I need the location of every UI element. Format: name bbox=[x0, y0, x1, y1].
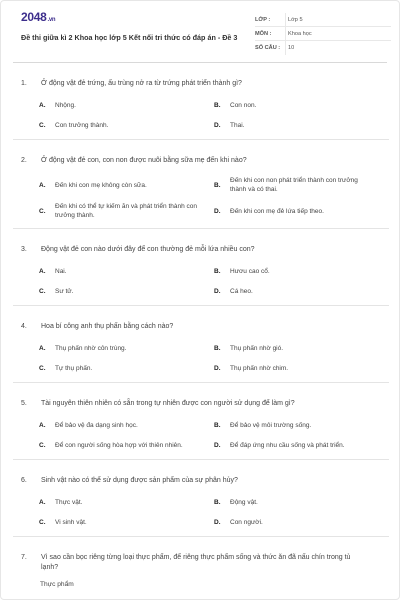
question-line bbox=[13, 314, 389, 332]
question-line bbox=[13, 148, 389, 166]
option-text: Nhộng. bbox=[55, 101, 76, 109]
option-text: Để đáp ứng nhu cầu sống và phát triển. bbox=[230, 441, 345, 449]
question-text: Ở động vật đẻ trứng, ấu trùng nở ra từ trứng phát triển thành gì? bbox=[41, 80, 242, 87]
option-d[interactable] bbox=[214, 439, 389, 451]
option-letter: A. bbox=[39, 101, 46, 109]
meta-value: Khoa học bbox=[285, 27, 391, 40]
question-4 bbox=[13, 314, 389, 383]
option-text: Động vật. bbox=[230, 498, 258, 506]
option-letter: D. bbox=[214, 121, 221, 129]
option-letter: C. bbox=[39, 441, 46, 449]
option-letter: A. bbox=[39, 267, 46, 275]
option-letter: D. bbox=[214, 207, 221, 215]
meta-value: 10 bbox=[285, 41, 391, 55]
option-a[interactable] bbox=[39, 99, 214, 111]
option-text: Thai. bbox=[230, 121, 245, 129]
option-text: Đến khi con mẹ không còn sữa. bbox=[55, 181, 147, 189]
option-letter: B. bbox=[214, 101, 221, 109]
option-grid bbox=[13, 176, 389, 220]
option-text: Đến khi có thể tự kiếm ăn và phát triển thành con trưởng thành. bbox=[55, 203, 198, 219]
option-grid bbox=[13, 496, 389, 528]
question-3 bbox=[13, 237, 389, 306]
option-d[interactable] bbox=[214, 119, 389, 131]
option-a[interactable] bbox=[39, 496, 214, 508]
question-text: Ở động vật đẻ con, con non được nuôi bằng sữa mẹ đến khi nào? bbox=[41, 157, 247, 164]
option-d[interactable] bbox=[214, 285, 389, 297]
question-number: 1. bbox=[21, 80, 27, 87]
meta-label: MÔN : bbox=[255, 30, 272, 37]
option-letter: A. bbox=[39, 181, 46, 189]
option-letter: C. bbox=[39, 121, 46, 129]
option-c[interactable] bbox=[39, 285, 214, 297]
option-grid bbox=[13, 99, 389, 131]
question-number: 2. bbox=[21, 157, 27, 164]
option-c[interactable] bbox=[39, 362, 214, 374]
option-a[interactable] bbox=[39, 176, 214, 194]
meta-row-grade bbox=[255, 13, 391, 27]
option-letter: C. bbox=[39, 364, 46, 372]
option-letter: B. bbox=[214, 344, 221, 352]
option-grid bbox=[13, 342, 389, 374]
question-6 bbox=[13, 468, 389, 537]
option-text: Tự thụ phấn. bbox=[55, 364, 93, 372]
option-b[interactable] bbox=[214, 496, 389, 508]
option-text: Thụ phấn nhờ côn trùng. bbox=[55, 344, 127, 352]
question-line bbox=[13, 237, 389, 255]
option-grid bbox=[13, 265, 389, 297]
question-line bbox=[13, 391, 389, 409]
option-a[interactable] bbox=[39, 265, 214, 277]
option-letter: B. bbox=[214, 181, 221, 189]
option-letter: C. bbox=[39, 518, 46, 526]
option-d[interactable] bbox=[214, 516, 389, 528]
option-a[interactable] bbox=[39, 342, 214, 354]
option-grid bbox=[13, 419, 389, 451]
option-text: Vi sinh vật. bbox=[55, 518, 87, 526]
question-text: Tài nguyên thiên nhiên có sẵn trong tự nhiên được con người sử dụng để làm gì? bbox=[41, 400, 295, 407]
option-text: Nai. bbox=[55, 267, 67, 275]
question-number: 6. bbox=[21, 477, 27, 484]
option-text: Con người. bbox=[230, 518, 263, 526]
option-text: Để bảo vệ đa dạng sinh học. bbox=[55, 421, 138, 429]
question-number: 5. bbox=[21, 400, 27, 407]
question-number: 4. bbox=[21, 323, 27, 330]
question-5 bbox=[13, 391, 389, 460]
option-letter: C. bbox=[39, 287, 46, 295]
option-text: Con trưởng thành. bbox=[55, 121, 109, 129]
meta-label: LỚP : bbox=[255, 16, 271, 23]
option-letter: D. bbox=[214, 441, 221, 449]
option-letter: B. bbox=[214, 498, 221, 506]
question-1 bbox=[13, 71, 389, 140]
option-letter: B. bbox=[214, 267, 221, 275]
meta-row-question-count bbox=[255, 41, 391, 55]
question-line bbox=[13, 71, 389, 89]
option-text: Sư tử. bbox=[55, 287, 74, 295]
meta-row-subject bbox=[255, 27, 391, 41]
page-title: Đề thi giữa kì 2 Khoa học lớp 5 Kết nối tri thức có đáp án - Đề 3 bbox=[21, 33, 238, 42]
worksheet-header bbox=[13, 1, 387, 63]
meta-label: SỐ CÂU : bbox=[255, 45, 281, 51]
option-text: Con non. bbox=[230, 101, 257, 109]
meta-table bbox=[255, 13, 391, 55]
question-text: Động vật đẻ con nào dưới đây để con thường đẻ mỗi lứa nhiều con? bbox=[41, 246, 255, 253]
option-text: Để con người sống hòa hợp với thiên nhiên. bbox=[55, 441, 183, 449]
option-letter: A. bbox=[39, 344, 46, 352]
option-letter: B. bbox=[214, 421, 221, 429]
option-c[interactable] bbox=[39, 119, 214, 131]
question-text: Sinh vật nào có thể sử dụng được sản phẩm của sự phân hủy? bbox=[41, 477, 238, 484]
option-c[interactable] bbox=[39, 202, 214, 220]
option-text: Đến khi con mẹ đẻ lứa tiếp theo. bbox=[230, 207, 324, 215]
option-text: Thực vật. bbox=[55, 498, 83, 506]
option-text: Hươu cao cổ. bbox=[230, 267, 270, 275]
option-letter: C. bbox=[39, 207, 46, 215]
question-line bbox=[13, 545, 389, 573]
question-text: Hoa bí công anh thụ phấn bằng cách nào? bbox=[41, 323, 174, 330]
option-b[interactable] bbox=[214, 99, 389, 111]
option-d[interactable] bbox=[214, 362, 389, 374]
question-number: 3. bbox=[21, 246, 27, 253]
option-text: Thụ phấn nhờ gió. bbox=[230, 344, 284, 352]
option-text: Đến khi con non phát triển thành con trưởng thành và có thai. bbox=[230, 177, 358, 193]
option-letter: D. bbox=[214, 364, 221, 372]
option-text: Cá heo. bbox=[230, 287, 253, 295]
option-letter: D. bbox=[214, 518, 221, 526]
site-logo[interactable] bbox=[21, 10, 55, 24]
question-list bbox=[13, 71, 389, 600]
answer-text: Thực phẩm bbox=[40, 581, 74, 588]
option-letter: A. bbox=[39, 498, 46, 506]
option-b[interactable] bbox=[214, 265, 389, 277]
option-c[interactable] bbox=[39, 516, 214, 528]
question-line bbox=[13, 468, 389, 486]
option-letter: D. bbox=[214, 287, 221, 295]
question-text: Vì sao cần bọc riêng từng loại thực phẩm, để riêng thực phẩm sống và thức ăn đã nấu chín trong tủ lạnh? bbox=[41, 554, 351, 571]
meta-value: Lớp 5 bbox=[285, 13, 391, 26]
option-b[interactable] bbox=[214, 342, 389, 354]
option-b[interactable] bbox=[214, 419, 389, 431]
question-7 bbox=[13, 545, 389, 596]
question-2 bbox=[13, 148, 389, 229]
logo-suffix: .vn bbox=[47, 17, 56, 23]
option-d[interactable] bbox=[214, 202, 389, 220]
option-a[interactable] bbox=[39, 419, 214, 431]
option-c[interactable] bbox=[39, 439, 214, 451]
option-text: Để bảo vệ môi trường sống. bbox=[230, 421, 312, 429]
option-letter: A. bbox=[39, 421, 46, 429]
option-b[interactable] bbox=[214, 176, 389, 194]
option-text: Thụ phấn nhờ chim. bbox=[230, 364, 289, 372]
logo-main: 2048 bbox=[21, 10, 47, 24]
question-number: 7. bbox=[21, 554, 27, 561]
